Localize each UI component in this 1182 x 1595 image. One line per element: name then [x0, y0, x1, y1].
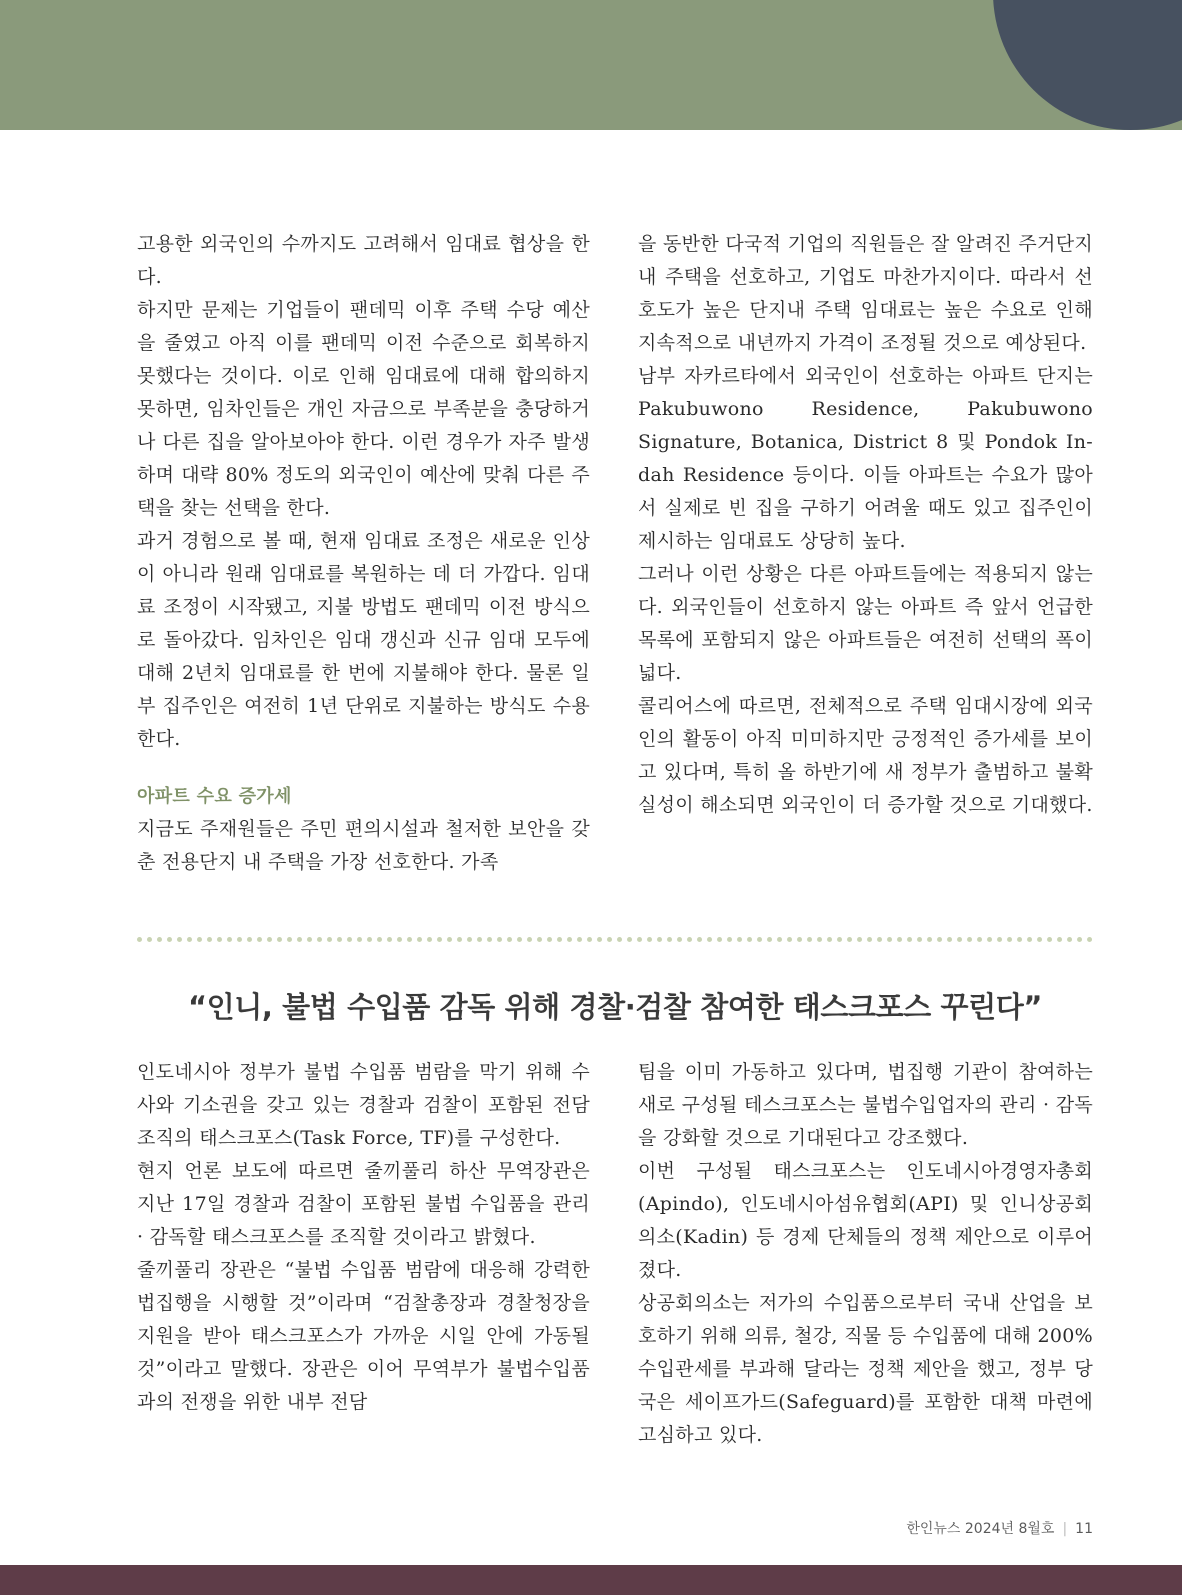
article2-column-right [638, 1056, 1093, 1452]
article2-title: “인니, 불법 수입품 감독 위해 경찰·검찰 참여한 태스크포스 꾸린다” [187, 990, 1043, 1024]
article1-paragraph: 콜리어스에 따르면, 전체적으로 주택 임대시장에 외국인의 활동이 아직 미미하지만 긍정적인 증가세를 보이고 있다며, 특히 올 하반기에 새 정부가 출범하고 불확실성이 해소되면 외국인이 더 증가할 것으로 기대했다. [638, 695, 1093, 816]
page-footer [700, 1518, 1093, 1538]
article2-paragraph: 현지 언론 보도에 따르면 줄끼풀리 하산 무역장관은 지난 17일 경찰과 검찰이 포함된 불법 수입품을 관리 · 감독할 태스크포스를 조직할 것이라고 밝혔다. [137, 1160, 590, 1248]
article1-paragraph: 그러나 이런 상황은 다른 아파트들에는 적용되지 않는다. 외국인들이 선호하지 않는 아파트 즉 앞서 언급한 목록에 포함되지 않은 아파트들은 여전히 선택의 폭이 넓다. [638, 563, 1093, 684]
footer-separator: | [1062, 1521, 1068, 1537]
article1-paragraph: 고용한 외국인의 수까지도 고려해서 임대료 협상을 한다. [137, 233, 590, 288]
article1-paragraph: 지금도 주재원들은 주민 편의시설과 철저한 보안을 갖춘 전용단지 내 주택을 가장 선호한다. 가족 [137, 818, 590, 873]
article1-paragraph: 하지만 문제는 기업들이 팬데믹 이후 주택 수당 예산을 줄였고 아직 이를 팬데믹 이전 수준으로 회복하지 못했다는 것이다. 이로 인해 임대료에 대해 합의하지 못하면, 임차인들은 개인 자금으로 부족분을 충당하거나 다른 집을 알아보아야 한다. 이런 경우가 자주 발생하며 대략 80% 정도의 외국인이 예산에 맞춰 다른 주택을 찾는 선택을 한다. [137, 299, 590, 519]
header-circle-decoration [993, 0, 1182, 130]
header-band [0, 0, 1182, 130]
article1-paragraph: 남부 자카르타에서 외국인이 선호하는 아파트 단지는 Pakubuwono Residence, Pakubuwono Signature, Botanica, District 8 및 Pondok In-dah Residence 등이다. 이들 아파트는 수요가 많아서 실제로 빈 집을 구하기 어려울 때도 있고 집주인이 제시하는 임대료도 상당히 높다. [638, 365, 1093, 552]
article1-subheading: 아파트 수요 증가세 [137, 786, 292, 807]
article2-paragraph: 이번 구성될 태스크포스는 인도네시아경영자총회(Apindo), 인도네시아섬유협회(API) 및 인니상공회의소(Kadin) 등 경제 단체들의 정책 제안으로 이루어졌다. [638, 1160, 1093, 1281]
article1-column-right [638, 228, 1093, 822]
article1-paragraph: 을 동반한 다국적 기업의 직원들은 잘 알려진 주거단지 내 주택을 선호하고, 기업도 마찬가지이다. 따라서 선호도가 높은 단지내 주택 임대료는 높은 수요로 인해 지속적으로 내년까지 가격이 조정될 것으로 예상된다. [638, 233, 1093, 354]
article2-column-left [137, 1056, 590, 1419]
publication-name: 한인뉴스 2024년 8월호 [906, 1521, 1055, 1537]
article2-paragraph: 줄끼풀리 장관은 “불법 수입품 범람에 대응해 강력한 법집행을 시행할 것”이라며 “검찰총장과 경찰청장을 지원을 받아 태스크포스가 가까운 시일 안에 가동될 것”이라고 말했다. 장관은 이어 무역부가 불법수입품과의 전쟁을 위한 내부 전담 [137, 1259, 590, 1413]
page-number: 11 [1075, 1521, 1093, 1537]
article2-paragraph: 인도네시아 정부가 불법 수입품 범람을 막기 위해 수사와 기소권을 갖고 있는 경찰과 검찰이 포함된 전담 조직의 태스크포스(Task Force, TF)를 구성한다. [137, 1061, 590, 1149]
footer-band [0, 1565, 1182, 1595]
article1-column-left [137, 228, 590, 879]
section-divider [137, 937, 1093, 942]
article1-paragraph: 과거 경험으로 볼 때, 현재 임대료 조정은 새로운 인상이 아니라 원래 임대료를 복원하는 데 더 가깝다. 임대료 조정이 시작됐고, 지불 방법도 팬데믹 이전 방식으로 돌아갔다. 임차인은 임대 갱신과 신규 임대 모두에 대해 2년치 임대료를 한 번에 지불해야 한다. 물론 일부 집주인은 여전히 1년 단위로 지불하는 방식도 수용한다. [137, 530, 590, 750]
article2-paragraph: 팀을 이미 가동하고 있다며, 법집행 기관이 참여하는 새로 구성될 테스크포스는 불법수입업자의 관리 · 감독을 강화할 것으로 기대된다고 강조했다. [638, 1061, 1093, 1149]
article2-paragraph: 상공회의소는 저가의 수입품으로부터 국내 산업을 보호하기 위해 의류, 철강, 직물 등 수입품에 대해 200% 수입관세를 부과해 달라는 정책 제안을 했고, 정부 당국은 세이프가드(Safeguard)를 포함한 대책 마련에 고심하고 있다. [638, 1292, 1093, 1446]
